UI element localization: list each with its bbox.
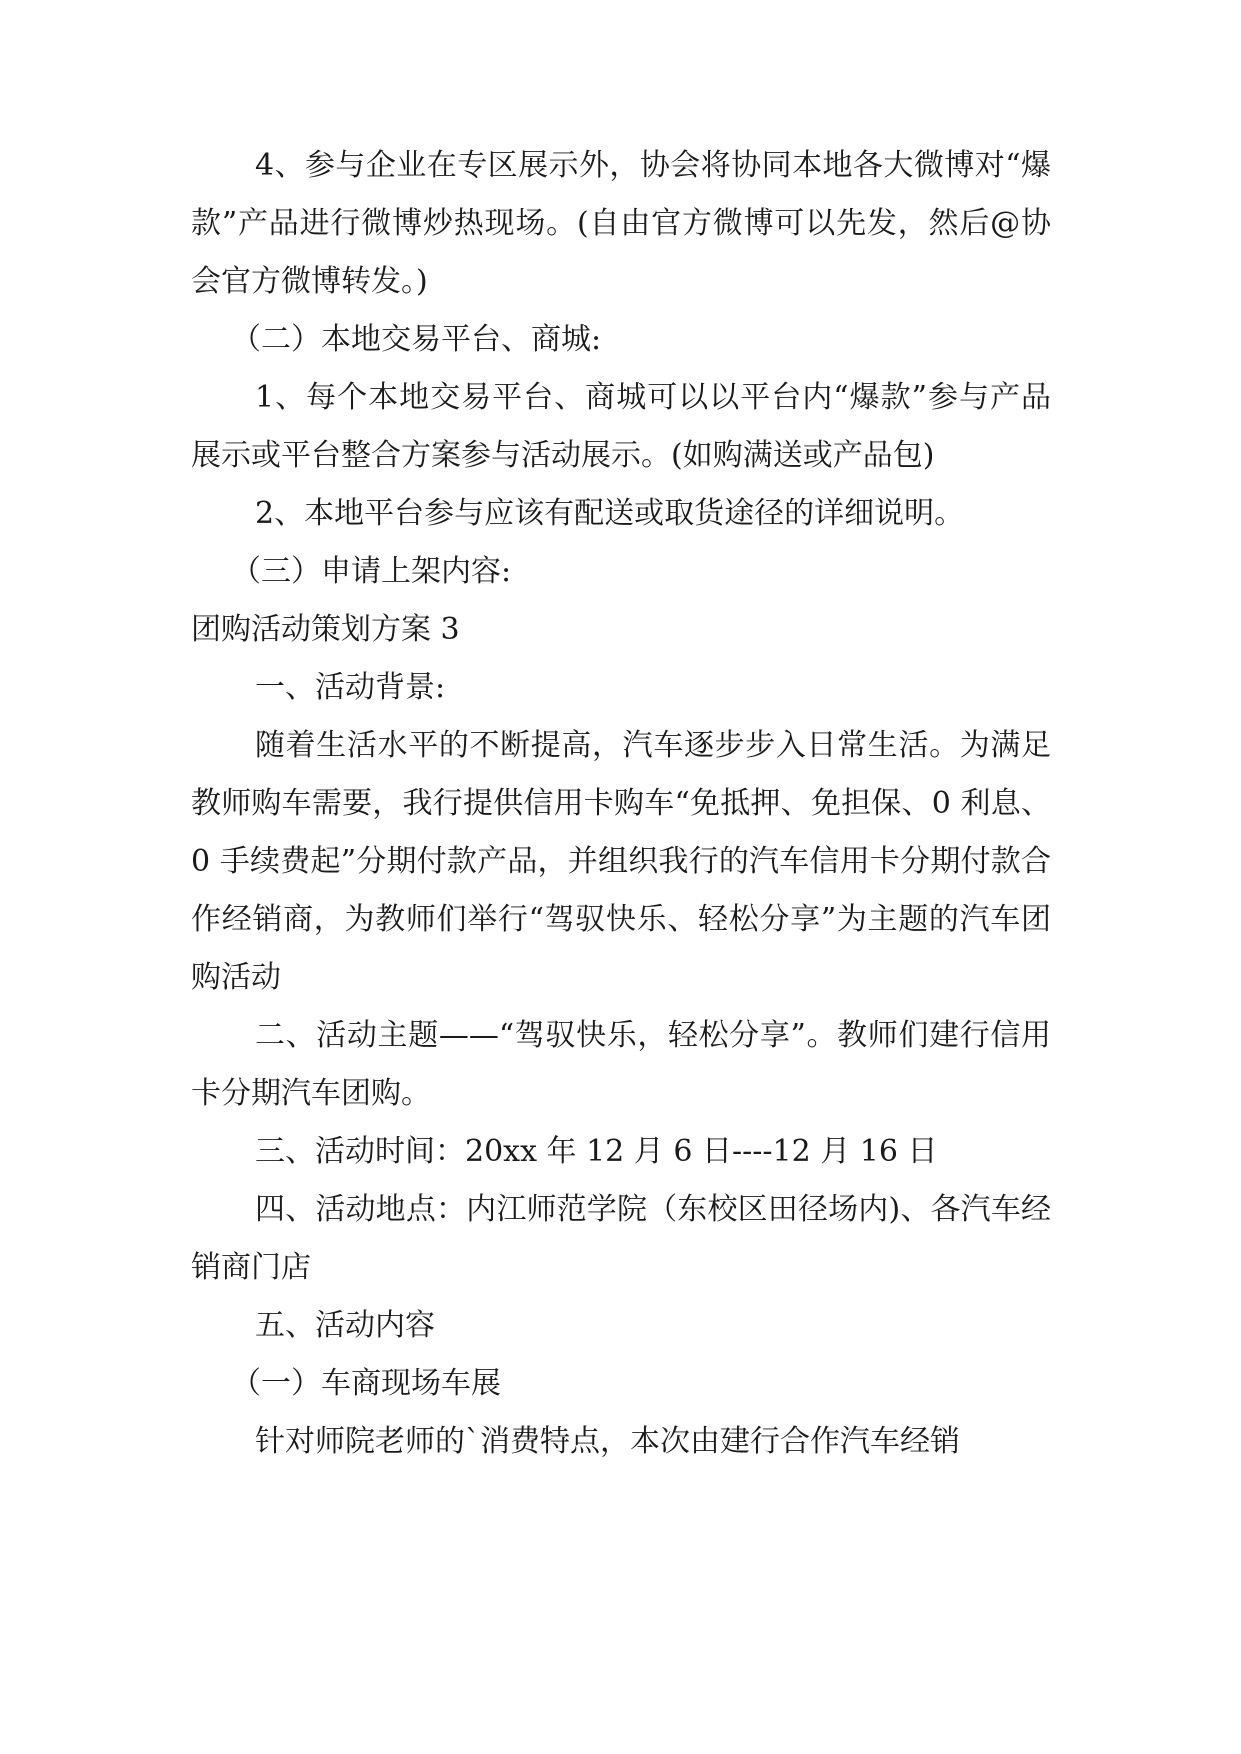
- paragraph-weibo-promotion: 4、参与企业在专区展示外，协会将协同本地各大微博对“爆款”产品进行微博炒热现场。(自由官方微博可以先发，然后@协会官方微博转发。): [191, 148, 1051, 299]
- heading-local-platform: （二）本地交易平台、商城:: [231, 322, 602, 357]
- paragraph-theme: 二、活动主题——“驾驭快乐，轻松分享”。教师们建行信用卡分期汽车团购。: [191, 1018, 1051, 1111]
- paragraph-background: 随着生活水平的不断提高，汽车逐步步入日常生活。为满足教师购车需要，我行提供信用卡购车“免抵押、免担保、0 利息、0 手续费起”分期付款产品，并组织我行的汽车信用卡分期付款合作经销商，为教师们举行“驾驭快乐、轻松分享”为主题的汽车团购活动: [191, 728, 1051, 995]
- paragraph-car-show: 针对师院老师的`消费特点，本次由建行合作汽车经销: [255, 1424, 960, 1459]
- heading-background: 一、活动背景:: [255, 670, 446, 705]
- document-body: [191, 137, 1051, 1471]
- paragraph-delivery-note: 2、本地平台参与应该有配送或取货途径的详细说明。: [255, 496, 965, 531]
- paragraph-platform-display: 1、每个本地交易平台、商城可以以平台内“爆款”参与产品展示或平台整合方案参与活动展示。(如购满送或产品包): [191, 380, 1051, 473]
- section-title-plan-3: 团购活动策划方案 3: [191, 612, 460, 647]
- heading-content: 五、活动内容: [255, 1308, 435, 1343]
- paragraph-time: 三、活动时间：20xx 年 12 月 6 日----12 月 16 日: [255, 1134, 938, 1169]
- paragraph-location: 四、活动地点：内江师范学院（东校区田径场内)、各汽车经销商门店: [191, 1192, 1051, 1285]
- heading-listing-content: （三）申请上架内容:: [231, 554, 512, 589]
- heading-car-show: （一）车商现场车展: [231, 1366, 501, 1401]
